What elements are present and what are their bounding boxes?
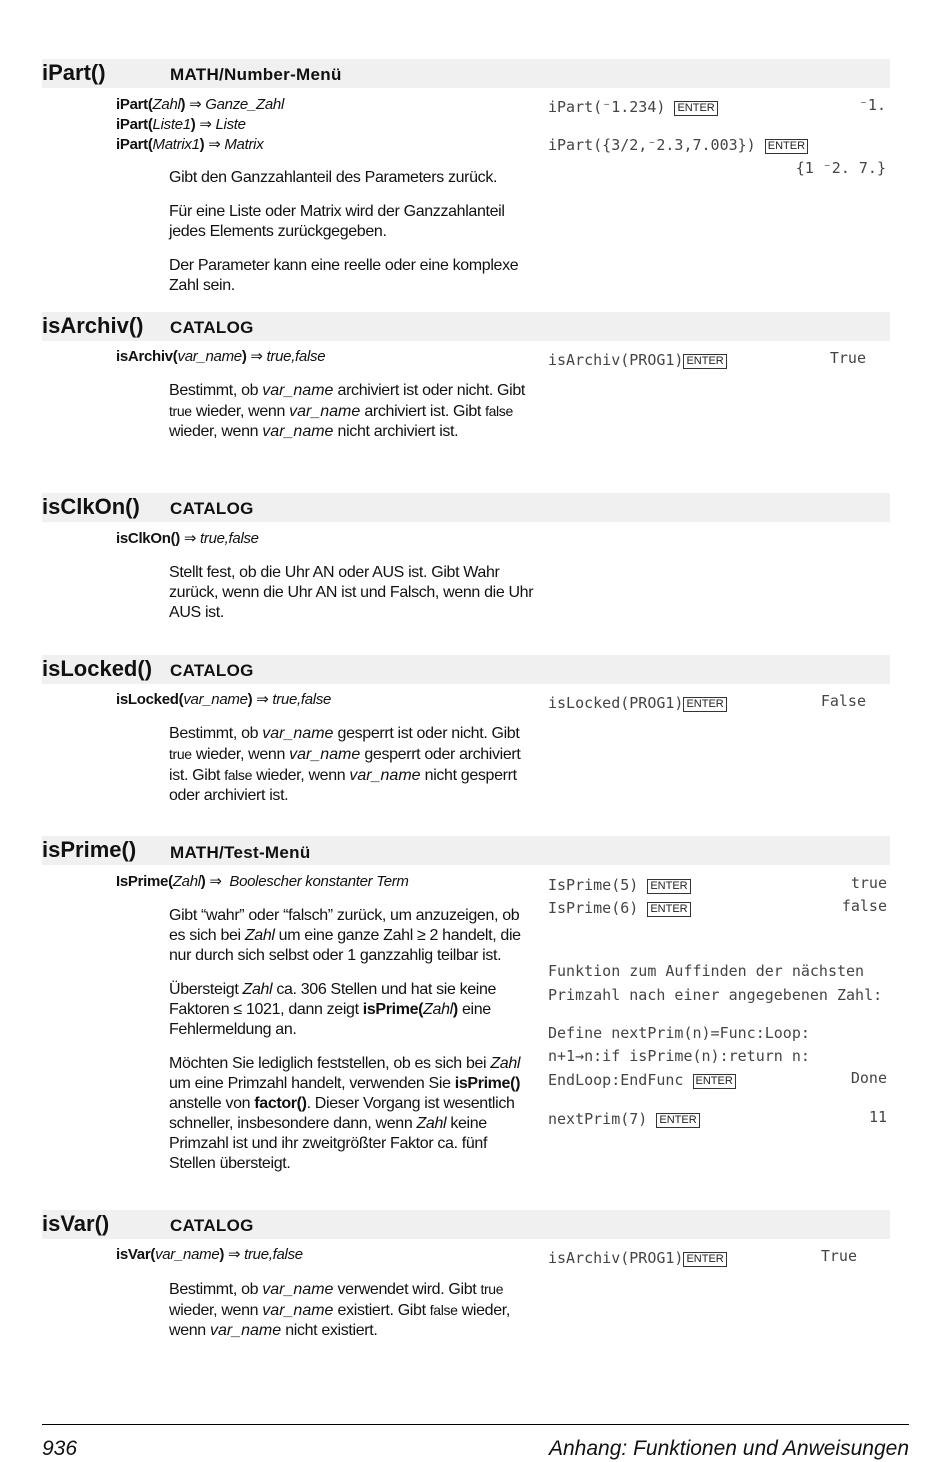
syntax-line: iPart(Zahl) ⇒ Ganze_Zahl: [116, 96, 284, 113]
example-note: Primzahl nach einer angegebenen Zahl:: [548, 986, 883, 1004]
function-name: isLocked(): [42, 656, 153, 681]
example-input: isArchiv(PROG1) ENTER: [548, 1247, 727, 1270]
function-name: isClkOn(): [42, 494, 140, 519]
example-result: ⁻1.: [858, 96, 886, 114]
implies-arrow: ⇒: [183, 530, 197, 547]
description: Stellt fest, ob die Uhr AN oder AUS ist. Gibt Wahr zurück, wenn die Uhr AN ist und Falsch, wenn die Uhr AUS ist.: [169, 564, 534, 621]
implies-arrow: ⇒: [208, 136, 221, 153]
description: Gibt “wahr” oder “falsch” zurück, um anzuzeigen, ob es sich bei Zahl um eine ganze Zahl ≥ 2 handelt, die nur durch sich selbst oder 1 ganzzahlig teilbar ist. Übersteigt Zahl ca. 306 Stellen und hat sie keine Faktoren ≤ 1021, dann zeigt isPrime(Zahl) eine Fehlermeldung an. Möchten Sie lediglich feststellen, ob es sich bei Zahl um eine Primzahl handelt, verwenden Sie isPrime() anstelle von factor(). Dieser Vorgang ist wesentlich schneller, insbesondere dann, wenn Zahl keine Primzahl ist und ihr zweitgrößter Faktor ca. fünf Stellen übersteigt.: [169, 907, 521, 1172]
enter-key: ENTER: [683, 354, 726, 369]
example-note: Funktion zum Auffinden der nächsten: [548, 962, 865, 980]
description: Bestimmt, ob var_name archiviert ist oder nicht. Gibt true wieder, wenn var_name archiviert ist. Gibt false wieder, wenn var_name nicht archiviert ist.: [169, 382, 525, 440]
description: Bestimmt, ob var_name gesperrt ist oder nicht. Gibt true wieder, wenn var_name gesperrt oder archiviert ist. Gibt false wieder, wenn var_name nicht gesperrt oder archiviert ist.: [169, 725, 521, 804]
example-input: isArchiv(PROG1) ENTER: [548, 349, 727, 372]
implies-arrow: ⇒: [227, 1246, 241, 1263]
page-number: 936: [42, 1437, 78, 1460]
example-input: iPart(⁻1.234) ENTER: [548, 96, 718, 119]
menu-path: CATALOG: [170, 661, 254, 680]
example-input: IsPrime(5) ENTER: [548, 874, 691, 897]
example-input: isLocked(PROG1) ENTER: [548, 692, 727, 715]
example-input: Define nextPrim(n)=Func:Loop:: [548, 1024, 810, 1042]
implies-arrow: ⇒: [256, 691, 269, 708]
example-input: n+1→n:if isPrime(n):return n:: [548, 1047, 810, 1065]
syntax-line: IsPrime(Zahl) ⇒ Boolescher konstanter Term: [116, 873, 409, 890]
enter-key: ENTER: [647, 902, 690, 917]
example-result: false: [841, 897, 887, 915]
description: Bestimmt, ob var_name verwendet wird. Gibt true wieder, wenn var_name existiert. Gibt false wieder, wenn var_name nicht existiert.: [169, 1281, 510, 1339]
example-input: EndLoop:EndFunc ENTER: [548, 1069, 736, 1092]
example-result: true: [850, 874, 887, 892]
function-name: isVar(): [42, 1211, 110, 1236]
example-result: True: [829, 349, 866, 367]
implies-arrow: ⇒: [199, 116, 212, 133]
example-result: {1 ⁻2. 7.}: [795, 159, 886, 177]
menu-path: MATH/Test-Menü: [170, 843, 311, 862]
function-name: isArchiv(): [42, 313, 144, 338]
menu-path: MATH/Number-Menü: [170, 65, 342, 84]
enter-key: ENTER: [683, 1252, 726, 1267]
description: Gibt den Ganzzahlanteil des Parameters zurück. Für eine Liste oder Matrix wird der Ganzzahlanteil jedes Elements zurückgegeben. Der Parameter kann eine reelle oder eine komplexe Zahl sein.: [169, 169, 519, 294]
example-result: False: [820, 692, 866, 710]
example-result: Done: [850, 1069, 887, 1087]
menu-path: CATALOG: [170, 318, 254, 337]
implies-arrow: ⇒: [189, 96, 202, 113]
syntax-line: isVar(var_name) ⇒ true,false: [116, 1246, 303, 1263]
example-input: IsPrime(6) ENTER: [548, 897, 691, 920]
enter-key: ENTER: [656, 1113, 699, 1128]
enter-key: ENTER: [683, 697, 726, 712]
function-name: isPrime(): [42, 837, 137, 862]
syntax-line: iPart(Liste1) ⇒ Liste: [116, 116, 246, 133]
enter-key: ENTER: [647, 879, 690, 894]
example-input: nextPrim(7) ENTER: [548, 1108, 700, 1131]
syntax-line: isLocked(var_name) ⇒ true,false: [116, 691, 332, 708]
implies-arrow: ⇒: [209, 873, 222, 890]
chapter-title: Anhang: Funktionen und Anweisungen: [549, 1437, 909, 1460]
syntax-line: isArchiv(var_name) ⇒ true,false: [116, 348, 326, 365]
enter-key: ENTER: [693, 1074, 736, 1089]
example-input: iPart({3/2,⁻2.3,7.003}) ENTER: [548, 134, 808, 157]
syntax-line: isClkOn() ⇒ true,false: [116, 530, 259, 547]
enter-key: ENTER: [674, 101, 717, 116]
example-result: 11: [868, 1108, 887, 1126]
menu-path: CATALOG: [170, 1216, 254, 1235]
function-name: iPart(): [42, 60, 106, 85]
enter-key: ENTER: [765, 139, 808, 154]
footer-divider: [42, 1424, 909, 1425]
implies-arrow: ⇒: [250, 348, 263, 365]
syntax-line: iPart(Matrix1) ⇒ Matrix: [116, 136, 264, 153]
menu-path: CATALOG: [170, 499, 254, 518]
example-result: True: [820, 1247, 857, 1265]
